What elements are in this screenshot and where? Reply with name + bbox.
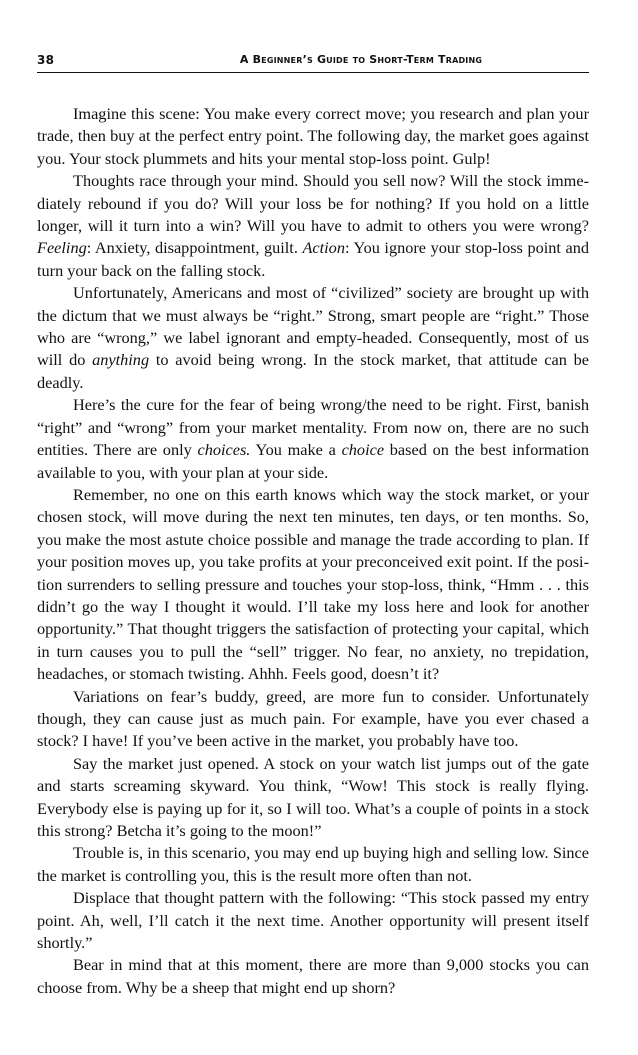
text-run: Remember, no one on this earth knows which way the stock market, or your chosen stock, will move during the next ten minutes, ten days, or ten months. So, you make the most astute choice possible and manage the trade according to plan. If your position moves up, you take profits at your preconceived exit point. If the position surrenders to selling pressure and touches your stop-loss, think, “Hmm . . . this didn’t go the way I thought it would. I’ll take my loss here and look for another opportunity.” That thought triggers the satisfaction of protecting your capital, which in turn causes you to pull the “sell” trigger. No fear, no anxiety, no trepidation, headaches, or stomach twisting. Ahhh. Feels good, doesn’t it? (37, 484, 589, 684)
text-run: Imagine this scene: You make every correct move; you research and plan your trade, then buy at the perfect entry point. The following day, the market goes against you. Your stock plummets and hits your mental stop-loss point. Gulp! (37, 104, 589, 168)
paragraph (37, 394, 589, 484)
text-run: : You ignore your stop-loss point and turn your back on the falling stock. (37, 238, 589, 280)
page-number: 38 (37, 53, 55, 67)
paragraph (37, 686, 589, 753)
paragraph (37, 753, 589, 843)
text-run: : Anxiety, disappointment, guilt. (86, 238, 303, 258)
italic-text: choice (341, 440, 385, 460)
text-run: Bear in mind that at this moment, there are more than 9,000 stocks you can choose from. Why be a sheep that might end up shorn? (37, 955, 589, 997)
paragraph (37, 282, 589, 394)
paragraph (37, 103, 589, 170)
text-run: Variations on fear’s buddy, greed, are more fun to consider. Unfortunately though, they can cause just as much pain. For example, have you ever chased a stock? I have! If you’ve been active in the market, you probably have too. (37, 686, 589, 751)
text-run: Say the market just opened. A stock on your watch list jumps out of the gate and starts screaming skyward. You think, “Wow! This stock is really flying. Everybody else is paying up for it, so I will too. What’s a couple of points in a stock this strong? Betcha it’s going to the moon!” (37, 753, 589, 840)
text-run: based on the best information available to you, with your plan at your side. (37, 440, 589, 482)
text-run: Displace that thought pattern with the following: “This stock passed my entry point. Ah, well, I’ll catch it the next time. Another opportunity will present itself shortly.” (37, 888, 589, 953)
running-header (37, 50, 589, 73)
text-run: You make a (250, 440, 342, 460)
text-run: Thoughts race through your mind. Should you sell now? Will the stock immediately rebound if you do? Will your loss be for nothing? If you hold on a little longer, will it turn into a win? Will you have to admit to others you were wrong? (37, 171, 589, 236)
paragraph (37, 887, 589, 954)
italic-text: Feeling (37, 238, 87, 258)
paragraph (37, 484, 589, 686)
body-text (37, 103, 589, 999)
book-page (37, 50, 589, 999)
book-title: A Beginner’s Guide to Short-Term Trading (239, 53, 483, 66)
text-run: Unfortunately, Americans and most of “civilized” society are brought up with the dictum that we must always be “right.” Strong, smart people are “right.” Those who are “wrong,” we label ignorant and empty-headed. Consequently, most of us will do (37, 283, 589, 370)
text-run: Trouble is, in this scenario, you may end up buying high and selling low. Since the market is controlling you, this is the result more often than not. (37, 843, 589, 885)
italic-text: choices. (197, 440, 251, 460)
text-run: to avoid being wrong. In the stock market, that attitude can be deadly. (37, 350, 589, 392)
italic-text: anything (92, 350, 150, 370)
paragraph (37, 842, 589, 887)
text-run: Here’s the cure for the fear of being wrong/the need to be right. First, banish “right” and “wrong” from your market mentality. From now on, there are no such entities. There are only (37, 395, 589, 460)
paragraph (37, 170, 589, 282)
paragraph (37, 954, 589, 999)
italic-text: Action (302, 238, 345, 258)
